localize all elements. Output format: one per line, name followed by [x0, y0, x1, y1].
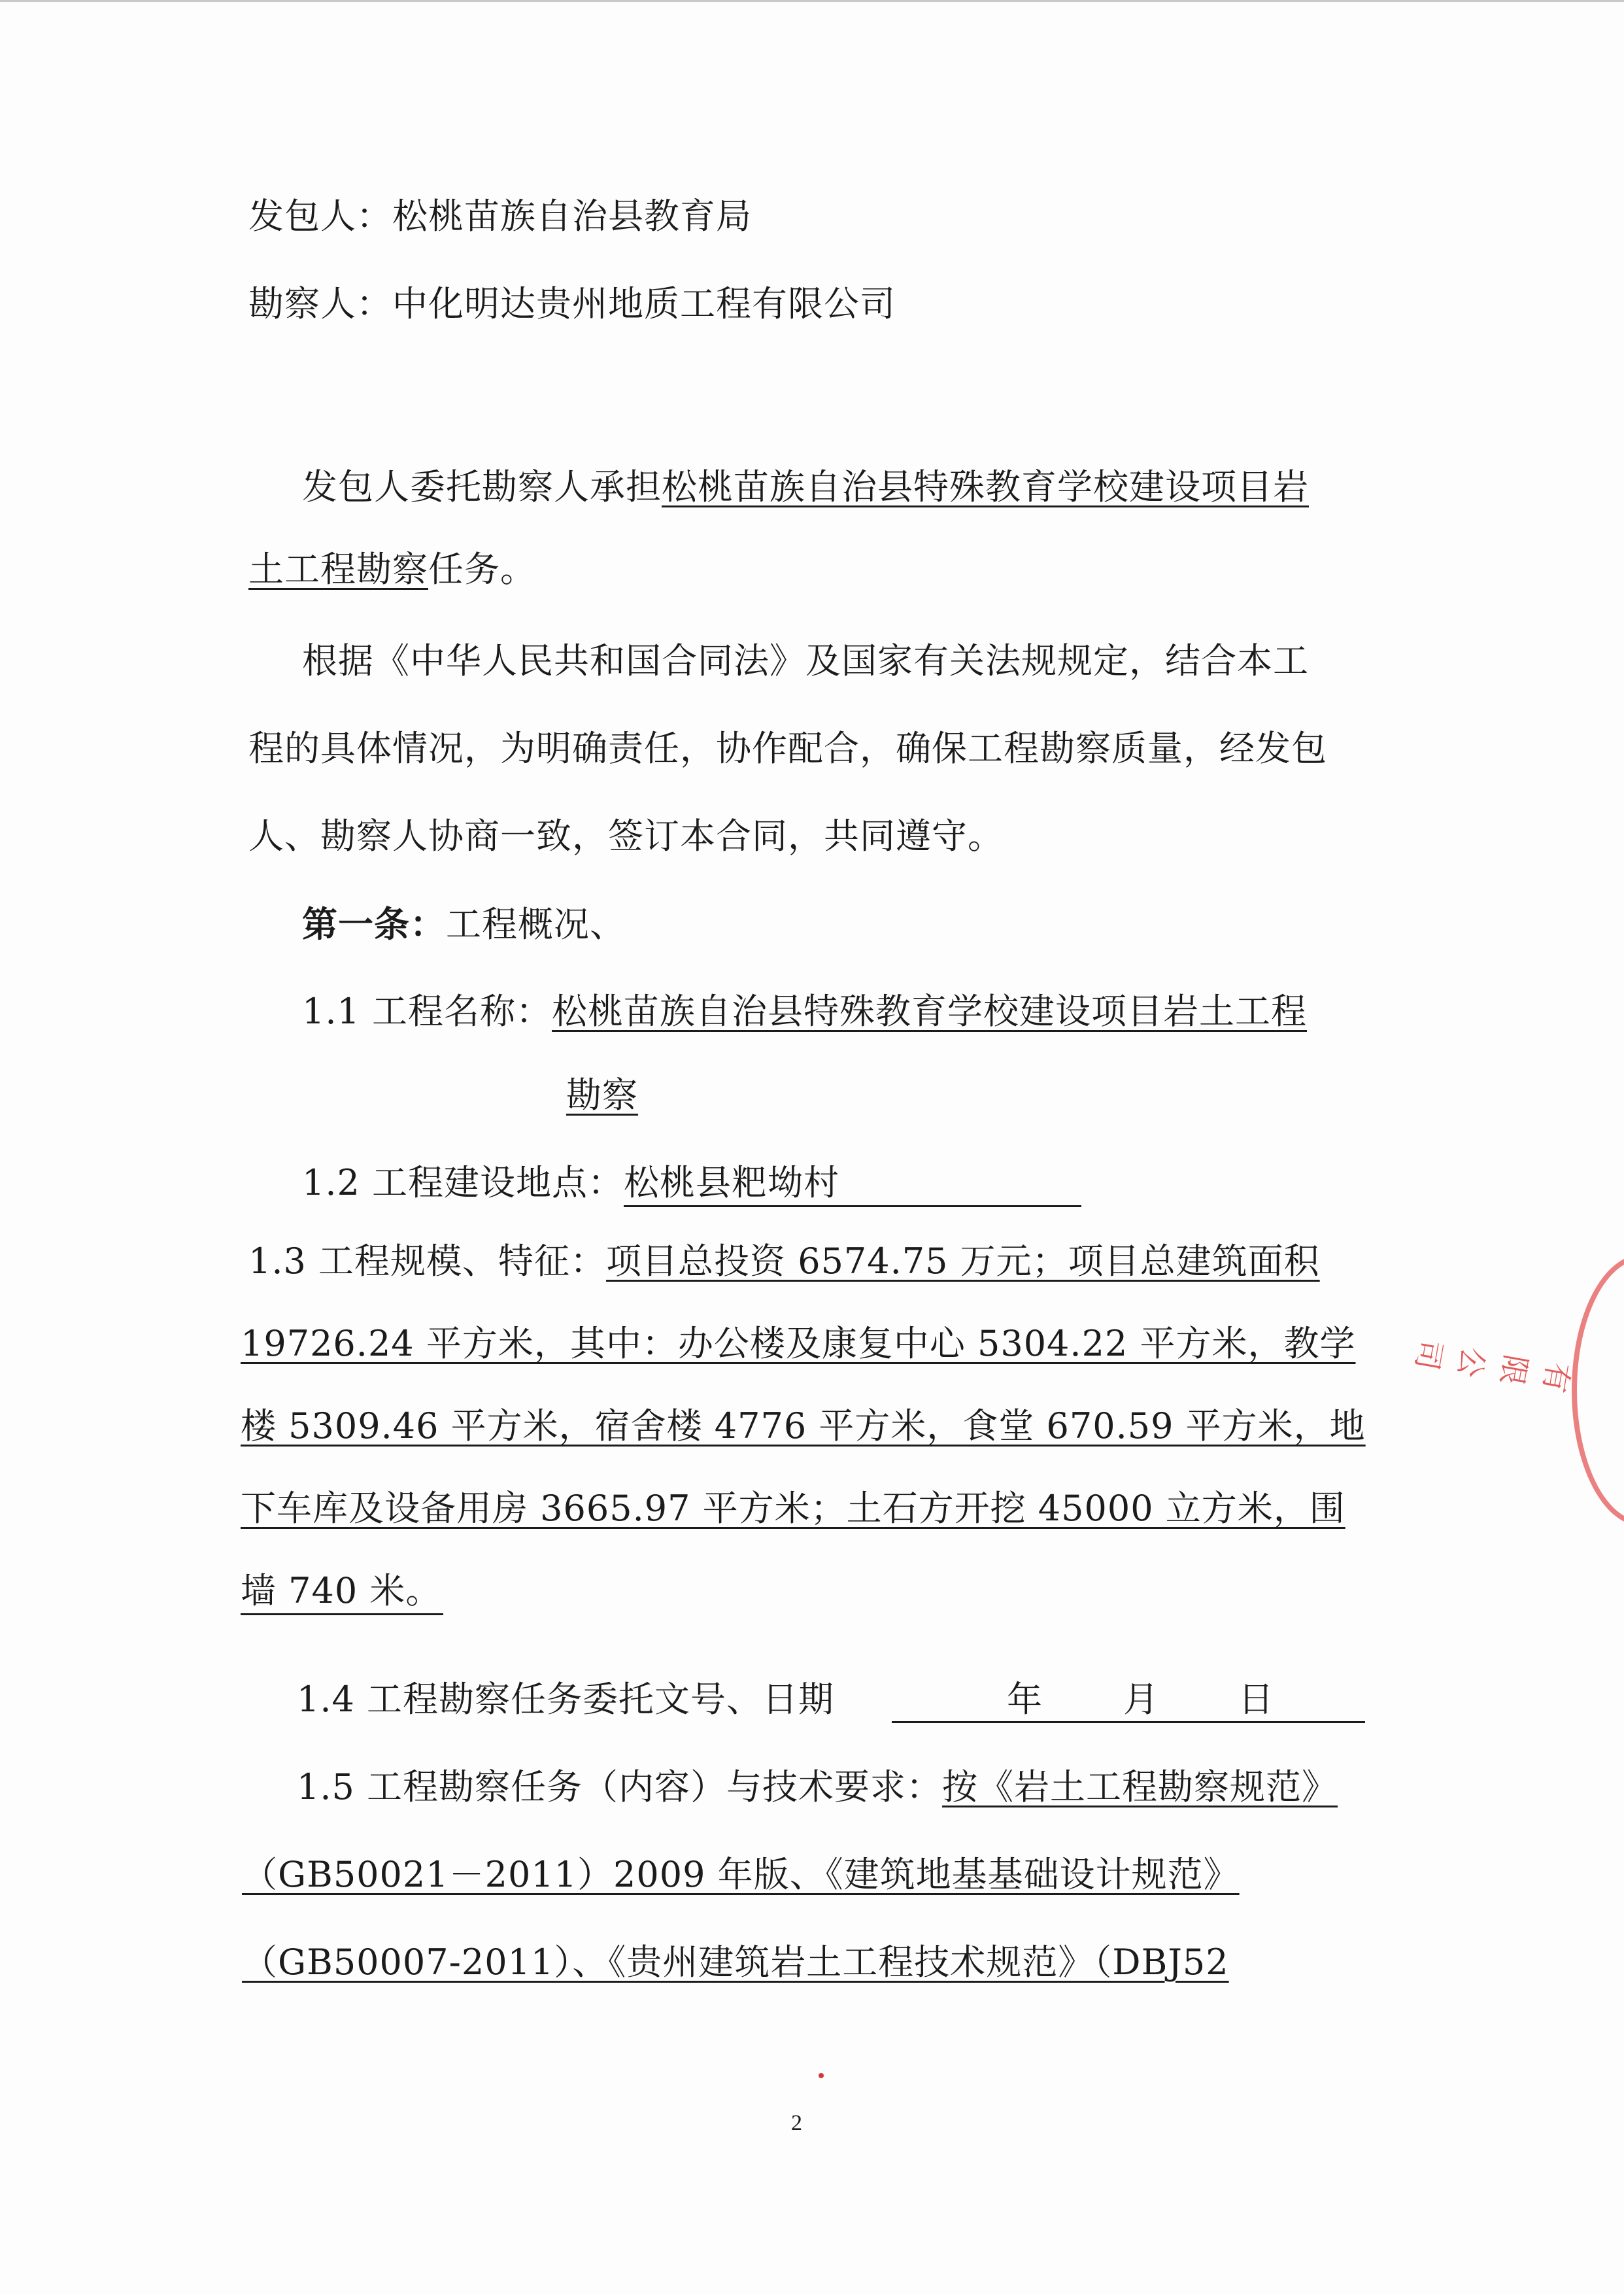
project-name-underlined-b: 土工程勘察 — [248, 549, 428, 590]
item-1-2-label: 1.2 工程建设地点： — [302, 1162, 624, 1203]
item-1-1-label: 1.1 工程名称： — [302, 991, 552, 1032]
article-1-title — [302, 902, 626, 946]
red-ink-dot — [819, 2073, 824, 2078]
item-1-3-line-5 — [241, 1569, 443, 1615]
item-1-5 — [297, 1766, 1338, 1809]
intro-paragraph-1-line-1 — [302, 466, 1309, 509]
item-1-3-value-c: 楼 5309.46 平方米，宿舍楼 4776 平方米，食堂 670.59 平方米，地 — [241, 1405, 1366, 1447]
company-seal-text: 有限公司 — [1408, 1337, 1577, 1395]
item-1-1-continued — [566, 1074, 638, 1117]
item-1-3-line-2 — [241, 1322, 1355, 1365]
item-1-3-value-d: 下车库及设备用房 3665.97 平方米；土石方开挖 45000 立方米，围 — [241, 1488, 1345, 1529]
intro-paragraph-2-line-1: 根据《中华人民共和国合同法》及国家有关法规规定，结合本工 — [302, 640, 1309, 681]
surveyor-line: 勘察人：中化明达贵州地质工程有限公司 — [248, 283, 896, 324]
item-1-1-value-a: 松桃苗族自治县特殊教育学校建设项目岩土工程 — [552, 991, 1308, 1032]
intro-paragraph-1-line-2 — [248, 548, 536, 591]
item-1-3-value-a: 项目总投资 6574.75 万元；项目总建筑面积 — [606, 1241, 1320, 1282]
item-1-3 — [248, 1240, 1320, 1283]
item-1-2-value: 松桃县粑坳村 — [624, 1163, 1081, 1207]
item-1-4-label: 1.4 工程勘察任务委托文号、日期 — [297, 1679, 835, 1720]
project-name-underlined-a: 松桃苗族自治县特殊教育学校建设项目岩 — [662, 466, 1309, 507]
item-1-1 — [302, 990, 1307, 1033]
item-1-5-value-a: 按《岩土工程勘察规范》 — [942, 1766, 1338, 1807]
intro-paragraph-2-line-3: 人、勘察人协商一致，签订本合同，共同遵守。 — [248, 815, 1004, 857]
item-1-5-line-3 — [242, 1941, 1229, 1984]
intro-prefix: 发包人委托勘察人承担 — [302, 466, 662, 507]
item-1-1-value-b: 勘察 — [566, 1074, 638, 1116]
scan-edge — [0, 0, 1624, 2]
intro-paragraph-2-line-2: 程的具体情况，为明确责任，协作配合，确保工程勘察质量，经发包 — [248, 728, 1327, 769]
item-1-5-value-b: （GB50021－2011）2009 年版、《建筑地基基础设计规范》 — [242, 1854, 1240, 1895]
article-1-heading: 第一条： — [302, 903, 446, 945]
item-1-3-label: 1.3 工程规模、特征： — [248, 1241, 607, 1282]
item-1-3-value-b: 19726.24 平方米，其中：办公楼及康复中心 5304.22 平方米，教学 — [241, 1323, 1356, 1364]
intro-suffix: 任务。 — [428, 549, 536, 590]
item-1-4 — [297, 1678, 834, 1721]
item-1-4-day: 日 — [1238, 1679, 1274, 1720]
item-1-4-year: 年 — [1007, 1679, 1043, 1720]
article-1-heading-rest: 工程概况、 — [446, 904, 626, 945]
item-1-3-line-4 — [241, 1487, 1345, 1530]
page-number: 2 — [791, 2111, 802, 2135]
item-1-3-line-3 — [241, 1405, 1366, 1448]
item-1-3-value-e: 墙 740 米。 — [241, 1571, 443, 1615]
item-1-4-month: 月 — [1123, 1679, 1159, 1720]
item-1-5-value-c: （GB50007-2011）、《贵州建筑岩土工程技术规范》（DBJ52 — [242, 1942, 1229, 1983]
item-1-2 — [302, 1161, 1081, 1207]
item-1-5-label: 1.5 工程勘察任务（内容）与技术要求： — [297, 1766, 943, 1807]
item-1-4-date-blank — [892, 1678, 1365, 1723]
employer-line: 发包人：松桃苗族自治县教育局 — [248, 196, 752, 237]
company-seal — [1572, 1254, 1624, 1526]
item-1-5-line-2 — [242, 1853, 1240, 1896]
